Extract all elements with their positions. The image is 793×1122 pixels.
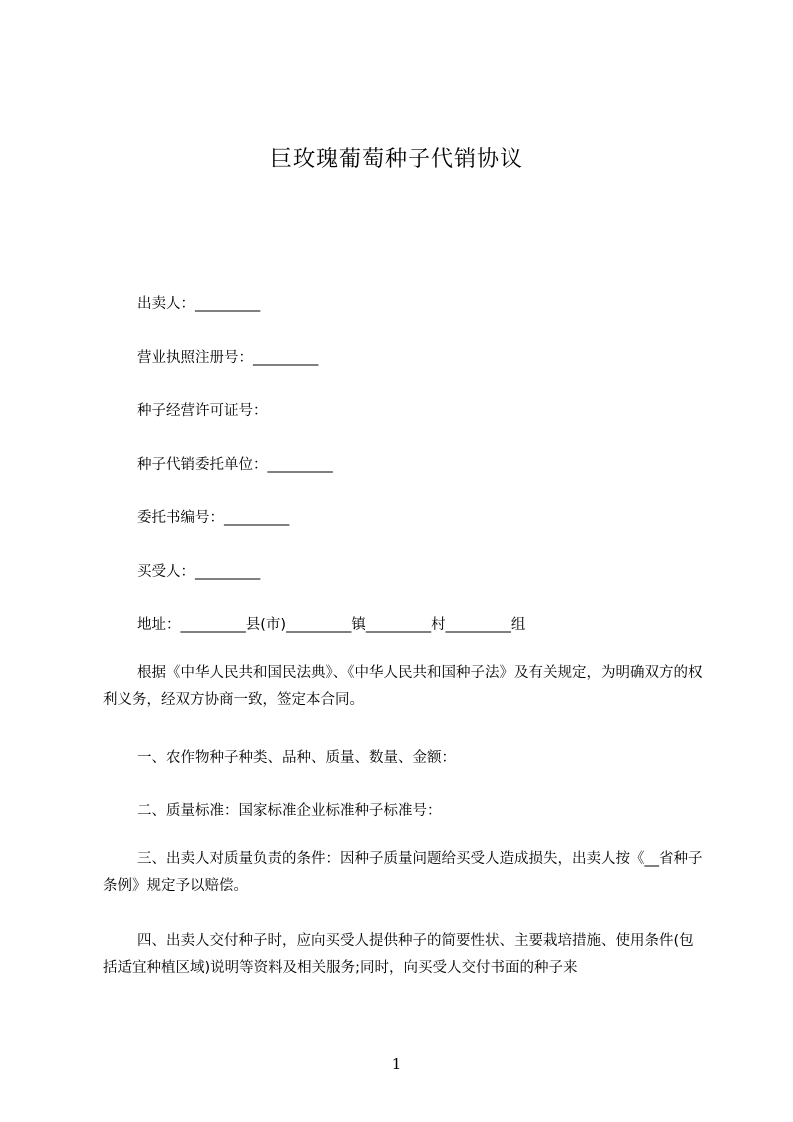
clause-2: 二、质量标准：国家标准企业标准种子标准号：	[137, 803, 442, 819]
business-license-field: 营业执照注册号：_________	[137, 350, 319, 366]
buyer-field: 买受人：_________	[137, 564, 261, 580]
clause-1: 一、农作物种子种类、品种、质量、数量、金额：	[137, 750, 456, 766]
seller-field: 出卖人：_________	[137, 296, 261, 312]
clause-3: 三、出卖人对质量负责的条件：因种子质量问题给买受人造成损失，出卖人按《__省种子条例》规定予以赔偿。	[103, 851, 703, 894]
clause-4: 四、出卖人交付种子时，应向买受人提供种子的简要性状、主要栽培措施、使用条件(包括适宜种植区域)说明等资料及相关服务;同时，向买受人交付书面的种子来	[103, 933, 694, 976]
document-title: 巨玫瑰葡萄种子代销协议	[269, 147, 523, 172]
address-field: 地址：_________县(市)_________镇_________村_________组	[137, 617, 526, 633]
intro-paragraph: 根据《中华人民共和国民法典》、《中华人民共和国种子法》及有关规定，为明确双方的权利义务，经双方协商一致，签定本合同。	[103, 665, 703, 708]
consignor-field: 种子代销委托单位：_________	[137, 457, 333, 473]
commission-number-field: 委托书编号：_________	[137, 510, 290, 526]
page-number: 1	[391, 1055, 402, 1073]
seed-permit-field: 种子经营许可证号：	[137, 403, 268, 419]
